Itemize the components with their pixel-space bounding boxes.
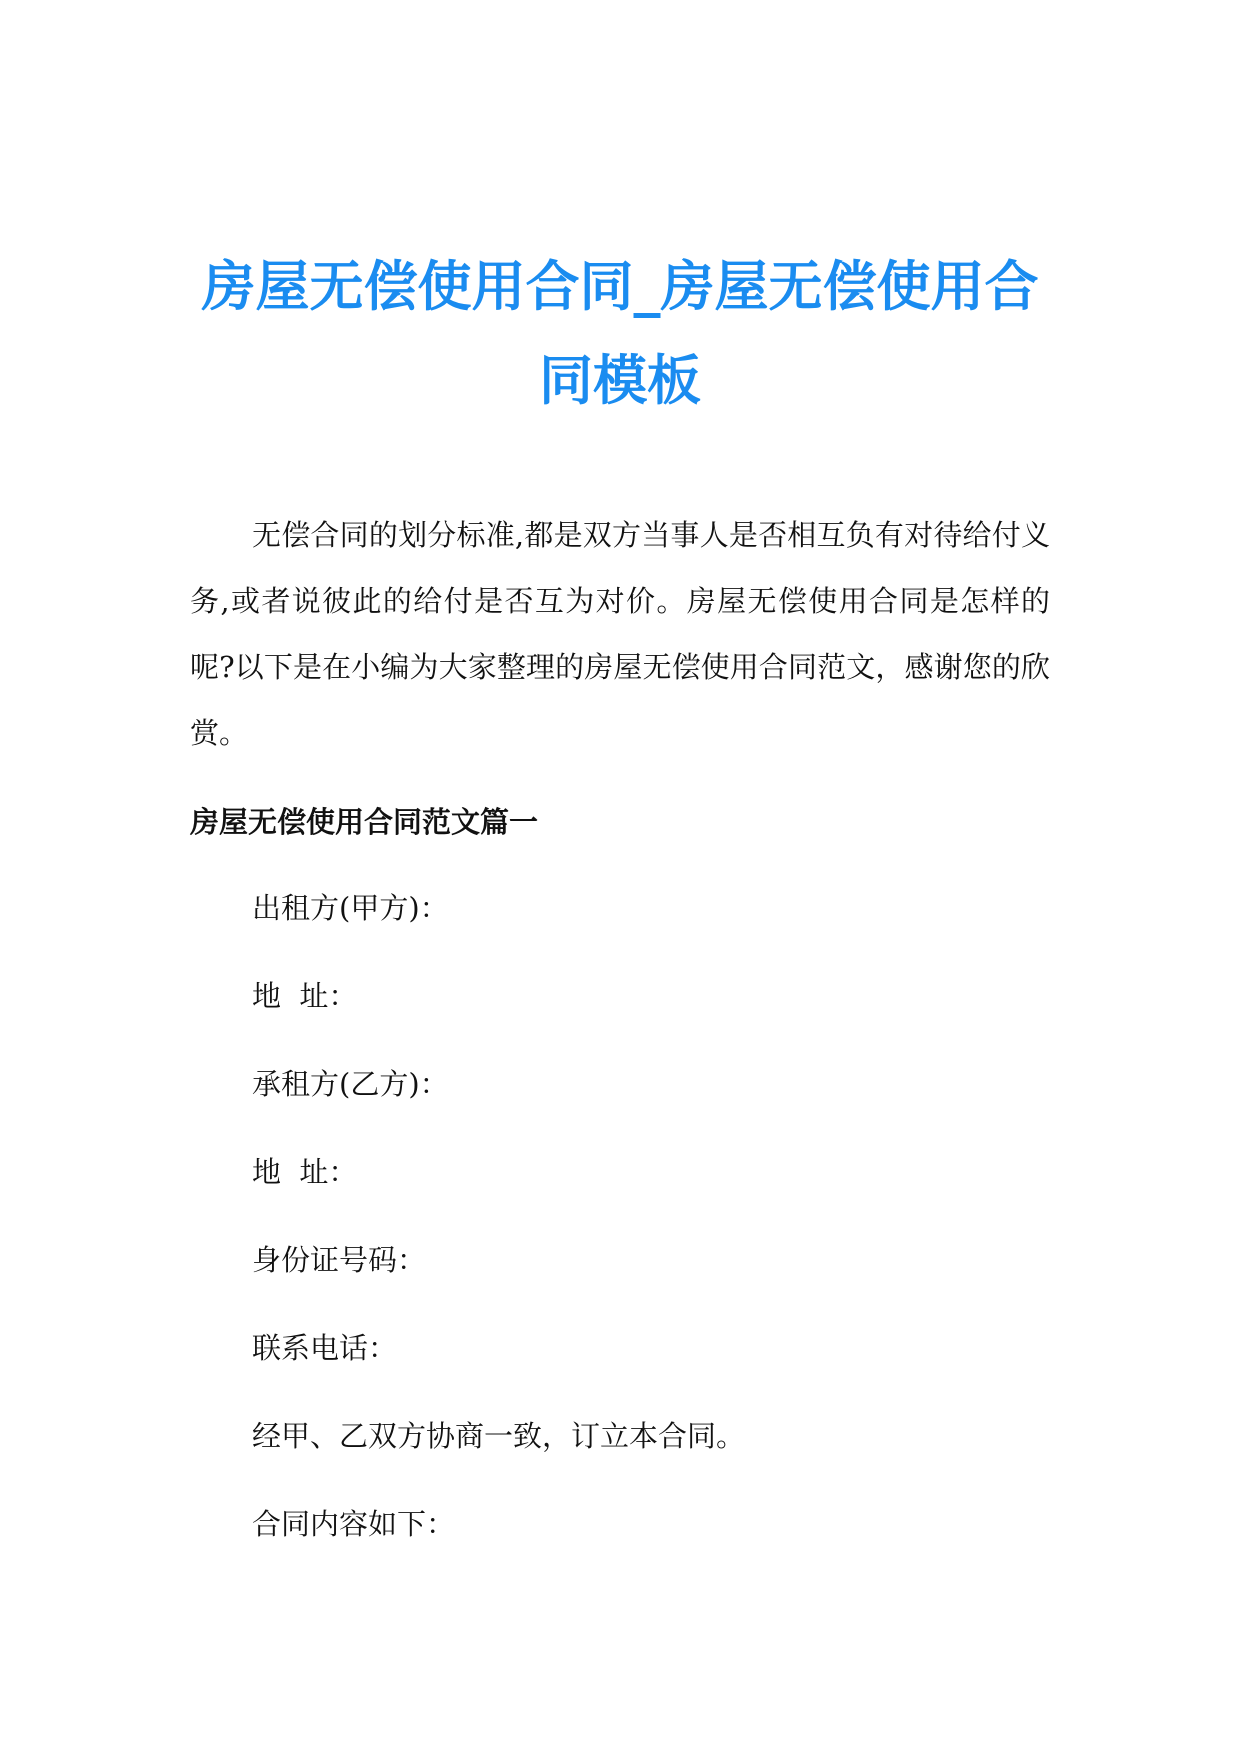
field-lessor: 出租方(甲方)： [252, 891, 449, 925]
field-lessor-address: 地 址： [252, 979, 358, 1013]
field-phone: 联系电话： [252, 1331, 398, 1365]
field-agreement: 经甲、乙双方协商一致，订立本合同。 [252, 1419, 746, 1453]
intro-paragraph: 无偿合同的划分标准,都是双方当事人是否相互负有对待给付义务,或者说彼此的给付是否互为对价。房屋无偿使用合同是怎样的呢?以下是在小编为大家整理的房屋无偿使用合同范文，感谢您的欣赏。 [190, 518, 1050, 750]
field-contents: 合同内容如下： [252, 1507, 456, 1541]
field-lessee-address: 地 址： [252, 1155, 358, 1189]
field-lessee: 承租方(乙方)： [252, 1067, 449, 1101]
section-heading: 房屋无偿使用合同范文篇一 [190, 805, 539, 839]
contract-fields [252, 888, 1052, 1592]
field-id-number: 身份证号码： [252, 1243, 427, 1277]
document-title: 房屋无偿使用合同_房屋无偿使用合同模板 [201, 255, 1039, 412]
